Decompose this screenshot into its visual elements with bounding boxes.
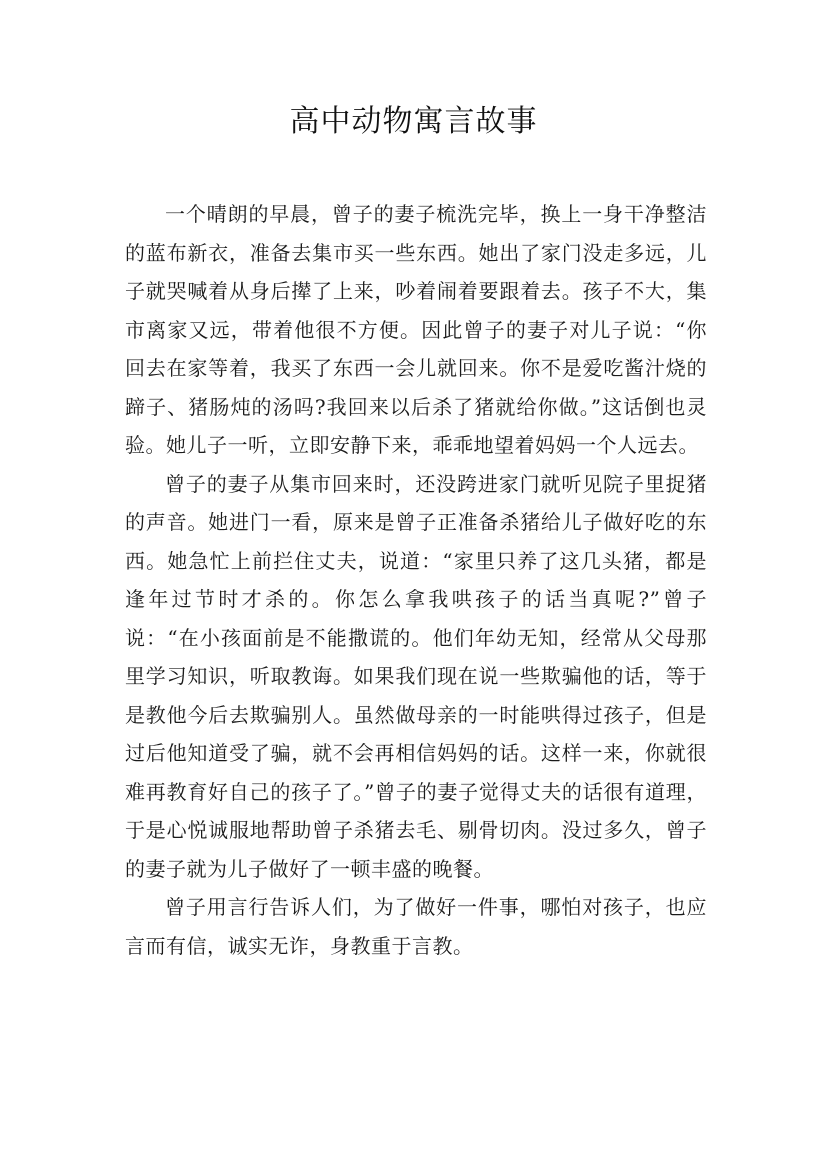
- paragraph-2: 曾子的妻子从集市回来时，还没跨进家门就听见院子里捉猪的声音。她进门一看，原来是曾子正准备杀猪给儿子做好吃的东西。她急忙上前拦住丈夫，说道：“家里只养了这几头猪，都是逢年过节时才杀的。你怎么拿我哄孩子的话当真呢?”曾子说：“在小孩面前是不能撒谎的。他们年幼无知，经常从父母那里学习知识，听取教诲。如果我们现在说一些欺骗他的话，等于是教他今后去欺骗别人。虽然做母亲的一时能哄得过孩子，但是过后他知道受了骗，就不会再相信妈妈的话。这样一来，你就很难再教育好自己的孩子了。”曾子的妻子觉得丈夫的话很有道理，于是心悦诚服地帮助曾子杀猪去毛、剔骨切肉。没过多久，曾子的妻子就为儿子做好了一顿丰盛的晚餐。: [125, 471, 707, 881]
- document-title: 高中动物寓言故事: [289, 104, 538, 139]
- paragraph-3: 曾子用言行告诉人们，为了做好一件事，哪怕对孩子，也应言而有信，诚实无诈，身教重于言教。: [125, 895, 707, 958]
- paragraph-1: 一个晴朗的早晨，曾子的妻子梳洗完毕，换上一身干净整洁的蓝布新衣，准备去集市买一些东西。她出了家门没走多远，儿子就哭喊着从身后撵了上来，吵着闹着要跟着去。孩子不大，集市离家又远，带着他很不方便。因此曾子的妻子对儿子说：“你回去在家等着，我买了东西一会儿就回来。你不是爱吃酱汁烧的蹄子、猪肠炖的汤吗?我回来以后杀了猪就给你做。”这话倒也灵验。她儿子一听，立即安静下来，乖乖地望着妈妈一个人远去。: [125, 202, 707, 457]
- document-body: [125, 195, 707, 965]
